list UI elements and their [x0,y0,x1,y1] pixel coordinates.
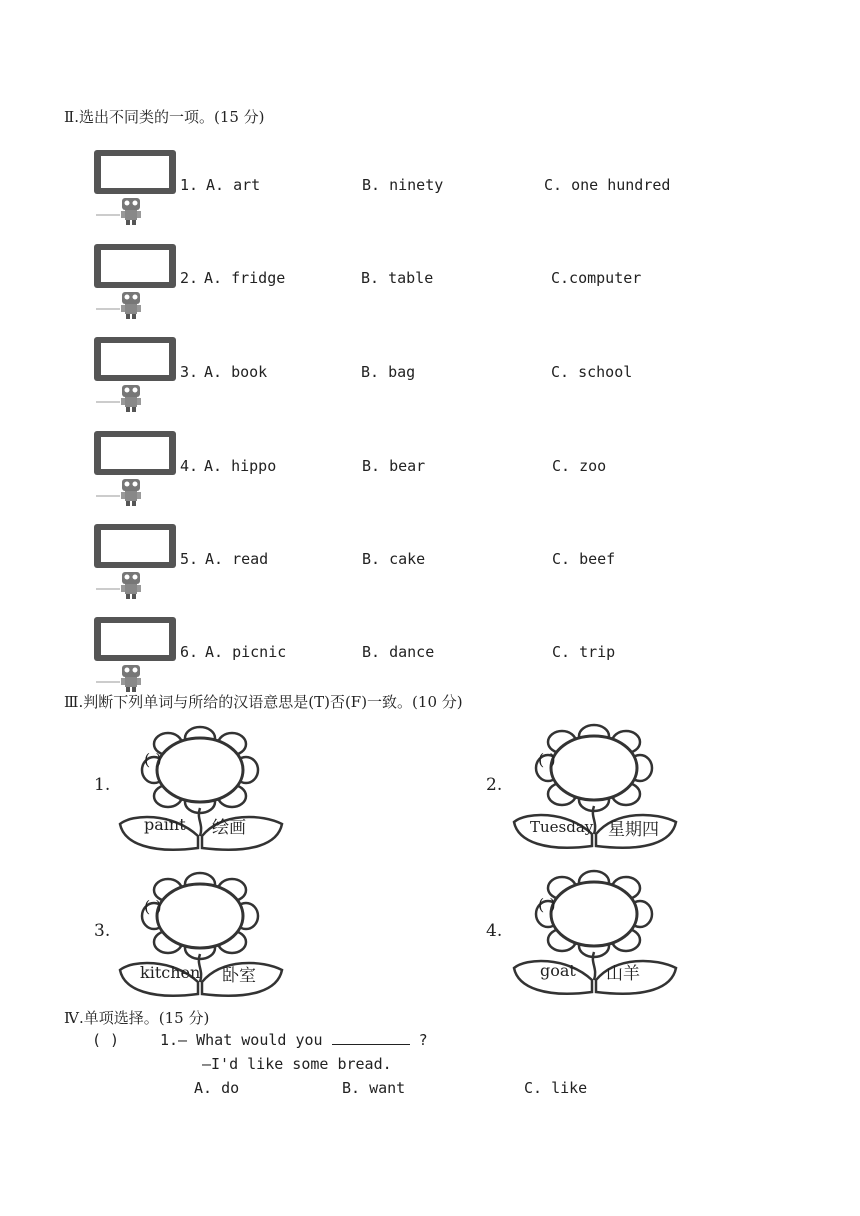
tv-robot-icon [92,522,182,600]
option-b: B. table [361,269,434,287]
answer-parentheses[interactable]: ( ) [92,1031,120,1049]
option-c: C. one hundred [544,176,671,194]
leaf-english: goat [540,961,576,980]
option-c: C. trip [552,643,616,661]
item-number: 1. [180,176,199,194]
item-number: 4. [486,921,503,941]
option-a: A. picnic [205,643,287,661]
option-c[interactable]: C. like [524,1079,588,1097]
item-number: 6. [180,643,199,661]
tv-robot-icon [92,148,182,226]
leaf-english: paint [144,815,186,834]
option-b: B. dance [362,643,435,661]
answer-parentheses[interactable]: ( ) [538,750,556,769]
leaf-chinese: 星期四 [608,820,659,840]
option-a: A. fridge [204,269,286,287]
leaf-chinese: 山羊 [606,964,640,984]
item-number: 4. [180,457,199,475]
tv-robot-icon [92,242,182,320]
option-c: C.computer [551,269,642,287]
flower-icon [112,870,292,1000]
tv-robot-icon [92,335,182,413]
tv-robot-icon [92,615,182,693]
option-a: A. book [204,363,268,381]
option-b: B. bag [361,363,416,381]
item-number: 3. [94,921,111,941]
item-number: 2. [180,269,199,287]
item-number: 5. [180,550,199,568]
item-number: 2. [486,775,503,795]
question-text: 1.— What would you [160,1031,323,1049]
option-b: B. cake [362,550,426,568]
section-3-title: Ⅲ.判断下列单词与所给的汉语意思是(T)否(F)一致。(10 分) [64,693,463,711]
option-c: C. beef [552,550,616,568]
leaf-chinese: 卧室 [222,966,256,986]
option-c: C. school [551,363,633,381]
option-c: C. zoo [552,457,607,475]
option-a: A. read [205,550,269,568]
leaf-english: Tuesday [530,818,594,836]
option-a: A. art [206,176,261,194]
question-mark: ? [418,1031,428,1049]
answer-parentheses[interactable]: ( ) [144,897,162,916]
section-4-title: Ⅳ.单项选择。(15 分) [64,1009,210,1027]
question-prompt [160,1031,428,1049]
option-b: B. bear [362,457,426,475]
option-b[interactable]: B. want [342,1079,406,1097]
leaf-english: kitchen [140,963,201,982]
tv-robot-icon [92,429,182,507]
item-number: 3. [180,363,199,381]
flower-icon [506,868,686,998]
answer-blank[interactable] [332,1032,410,1045]
answer-parentheses[interactable]: ( ) [538,895,556,914]
leaf-chinese: 绘画 [212,818,246,838]
dialogue-reply: —I'd like some bread. [202,1055,392,1073]
section-2-title: Ⅱ.选出不同类的一项。(15 分) [64,108,265,126]
answer-parentheses[interactable]: ( ) [144,750,162,769]
flower-icon [112,724,292,854]
item-number: 1. [94,775,111,795]
option-a: A. hippo [204,457,277,475]
option-b: B. ninety [362,176,444,194]
option-a[interactable]: A. do [194,1079,240,1097]
